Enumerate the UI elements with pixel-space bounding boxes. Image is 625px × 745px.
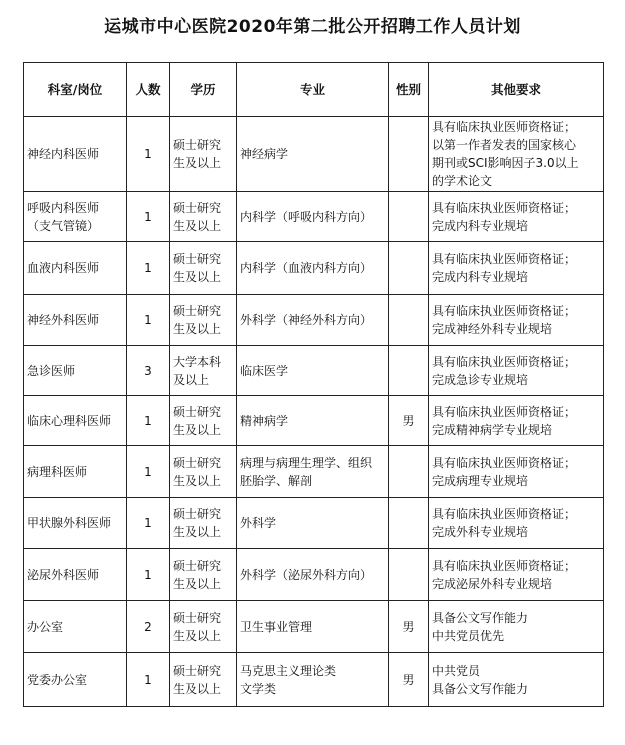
cell-education — [170, 653, 237, 707]
cell-requirements — [429, 295, 604, 346]
cell-major — [237, 653, 389, 707]
cell-dept-text: 呼吸内科医师 （支气管镜） — [27, 200, 100, 233]
cell-education — [170, 295, 237, 346]
cell-count-text: 1 — [144, 567, 152, 582]
cell-education-text: 硕士研究 生及以上 — [173, 558, 222, 591]
cell-major — [237, 346, 389, 396]
cell-dept — [24, 346, 127, 396]
cell-dept-text: 血液内科医师 — [27, 261, 100, 275]
cell-education — [170, 601, 237, 653]
cell-requirements-text: 具备公文写作能力 中共党员优先 — [432, 610, 529, 643]
cell-major — [237, 295, 389, 346]
cell-education-text: 硕士研究 生及以上 — [173, 200, 222, 233]
cell-dept — [24, 498, 127, 549]
cell-dept — [24, 601, 127, 653]
cell-gender — [389, 396, 429, 446]
cell-count-text: 1 — [144, 413, 152, 428]
cell-count-text: 1 — [144, 147, 152, 161]
cell-requirements-text: 具有临床执业医师资格证； 完成病理专业规培 — [432, 455, 577, 488]
cell-gender — [389, 242, 429, 295]
cell-requirements-text: 中共党员 具备公文写作能力 — [432, 663, 529, 696]
cell-gender — [389, 117, 429, 192]
cell-education — [170, 242, 237, 295]
cell-count — [127, 446, 170, 498]
table-row — [24, 549, 604, 601]
cell-major-text: 外科学（神经外科方向） — [240, 313, 373, 327]
cell-count-text: 1 — [144, 209, 152, 224]
cell-education-text: 硕士研究 生及以上 — [173, 252, 222, 284]
cell-dept — [24, 549, 127, 601]
cell-major — [237, 242, 389, 295]
cell-count — [127, 346, 170, 396]
cell-gender — [389, 653, 429, 707]
cell-requirements — [429, 117, 604, 192]
cell-education — [170, 346, 237, 396]
page-title: 运城市中心医院2020年第二批公开招聘工作人员计划 — [104, 17, 521, 37]
cell-major — [237, 549, 389, 601]
cell-major — [237, 192, 389, 242]
table-row — [24, 653, 604, 707]
cell-major — [237, 396, 389, 446]
header-gender: 性别 — [389, 63, 429, 117]
cell-major-text: 马克思主义理论类 文学类 — [240, 663, 337, 696]
cell-gender — [389, 601, 429, 653]
cell-count — [127, 192, 170, 242]
cell-count-text: 2 — [144, 619, 152, 634]
cell-dept-text: 甲状腺外科医师 — [27, 516, 112, 530]
cell-count-text: 1 — [144, 261, 152, 275]
cell-gender-text: 男 — [402, 413, 415, 428]
table-row — [24, 346, 604, 396]
cell-major-text: 精神病学 — [240, 413, 289, 428]
cell-education-text: 硕士研究 生及以上 — [173, 455, 222, 488]
cell-major-text: 内科学（呼吸内科方向） — [240, 209, 373, 224]
cell-count — [127, 653, 170, 707]
cell-requirements — [429, 346, 604, 396]
cell-education-text: 硕士研究 生及以上 — [173, 663, 222, 696]
cell-requirements — [429, 242, 604, 295]
cell-major — [237, 601, 389, 653]
cell-major-text: 外科学（泌尿外科方向） — [240, 567, 373, 582]
cell-dept-text: 急诊医师 — [27, 363, 76, 378]
cell-requirements — [429, 498, 604, 549]
cell-count — [127, 498, 170, 549]
cell-dept-text: 办公室 — [27, 619, 64, 634]
cell-dept-text: 神经内科医师 — [27, 147, 100, 161]
cell-education-text: 硕士研究 生及以上 — [173, 138, 222, 170]
cell-requirements — [429, 446, 604, 498]
cell-education — [170, 396, 237, 446]
cell-dept-text: 神经外科医师 — [27, 313, 100, 327]
cell-dept — [24, 653, 127, 707]
table-row — [24, 446, 604, 498]
cell-gender — [389, 549, 429, 601]
cell-count — [127, 295, 170, 346]
cell-requirements — [429, 396, 604, 446]
cell-major — [237, 117, 389, 192]
table-row — [24, 498, 604, 549]
cell-major-text: 外科学 — [240, 516, 277, 530]
cell-requirements — [429, 601, 604, 653]
cell-requirements — [429, 653, 604, 707]
header-major: 专业 — [237, 63, 389, 117]
cell-major — [237, 446, 389, 498]
cell-dept — [24, 192, 127, 242]
header-education: 学历 — [170, 63, 237, 117]
cell-count-text: 1 — [144, 464, 152, 479]
table-row — [24, 242, 604, 295]
cell-gender-text: 男 — [402, 672, 415, 687]
cell-requirements — [429, 549, 604, 601]
cell-dept-text: 病理科医师 — [27, 464, 88, 479]
table-row — [24, 396, 604, 446]
cell-requirements-text: 具有临床执业医师资格证； 完成内科专业规培 — [432, 252, 577, 284]
cell-count-text: 1 — [144, 672, 152, 687]
cell-count — [127, 601, 170, 653]
cell-gender — [389, 295, 429, 346]
table-row — [24, 192, 604, 242]
table-row — [24, 295, 604, 346]
cell-dept — [24, 117, 127, 192]
cell-requirements-text: 具有临床执业医师资格证； 完成精神病学专业规培 — [432, 404, 577, 437]
recruitment-plan-table — [23, 62, 604, 707]
header-dept: 科室/岗位 — [24, 63, 127, 117]
cell-gender — [389, 498, 429, 549]
cell-dept-text: 泌尿外科医师 — [27, 567, 100, 582]
cell-requirements-text: 具有临床执业医师资格证； 完成外科专业规培 — [432, 507, 577, 539]
cell-education-text: 硕士研究 生及以上 — [173, 610, 222, 643]
header-requirements: 其他要求 — [429, 63, 604, 117]
cell-dept-text: 党委办公室 — [27, 672, 88, 687]
cell-gender — [389, 192, 429, 242]
cell-dept — [24, 446, 127, 498]
table-row — [24, 601, 604, 653]
cell-gender-text: 男 — [402, 619, 415, 634]
header-count: 人数 — [127, 63, 170, 117]
cell-count-text: 1 — [144, 516, 152, 530]
cell-dept-text: 临床心理科医师 — [27, 413, 112, 428]
cell-education-text: 大学本科 及以上 — [173, 354, 222, 387]
cell-major-text: 神经病学 — [240, 147, 289, 161]
cell-requirements — [429, 192, 604, 242]
cell-dept — [24, 295, 127, 346]
cell-requirements-text: 具有临床执业医师资格证； 完成神经外科专业规培 — [432, 304, 577, 336]
cell-education — [170, 498, 237, 549]
cell-education-text: 硕士研究 生及以上 — [173, 404, 222, 437]
cell-education — [170, 549, 237, 601]
cell-major-text: 病理与病理生理学、组织 胚胎学、解剖 — [240, 455, 373, 488]
cell-major-text: 卫生事业管理 — [240, 619, 313, 634]
cell-major-text: 临床医学 — [240, 363, 289, 378]
cell-education — [170, 446, 237, 498]
cell-count-text: 1 — [144, 313, 152, 327]
cell-count — [127, 117, 170, 192]
cell-count — [127, 549, 170, 601]
cell-requirements-text: 具有临床执业医师资格证； 完成急诊专业规培 — [432, 354, 577, 387]
cell-education-text: 硕士研究 生及以上 — [173, 304, 222, 336]
cell-dept — [24, 242, 127, 295]
cell-education — [170, 192, 237, 242]
cell-requirements-text: 具有临床执业医师资格证； 以第一作者发表的国家核心 期刊或SCI影响因子3.0以上 的学术论文 — [432, 120, 579, 188]
cell-major — [237, 498, 389, 549]
cell-gender — [389, 346, 429, 396]
cell-requirements-text: 具有临床执业医师资格证； 完成内科专业规培 — [432, 200, 577, 233]
cell-education — [170, 117, 237, 192]
cell-major-text: 内科学（血液内科方向） — [240, 261, 373, 275]
cell-count — [127, 396, 170, 446]
table-row — [24, 117, 604, 192]
cell-gender — [389, 446, 429, 498]
cell-requirements-text: 具有临床执业医师资格证； 完成泌尿外科专业规培 — [432, 558, 577, 591]
cell-count-text: 3 — [144, 363, 152, 378]
cell-dept — [24, 396, 127, 446]
table-header-row — [24, 63, 604, 117]
table-body — [24, 117, 604, 707]
cell-count — [127, 242, 170, 295]
cell-education-text: 硕士研究 生及以上 — [173, 507, 222, 539]
